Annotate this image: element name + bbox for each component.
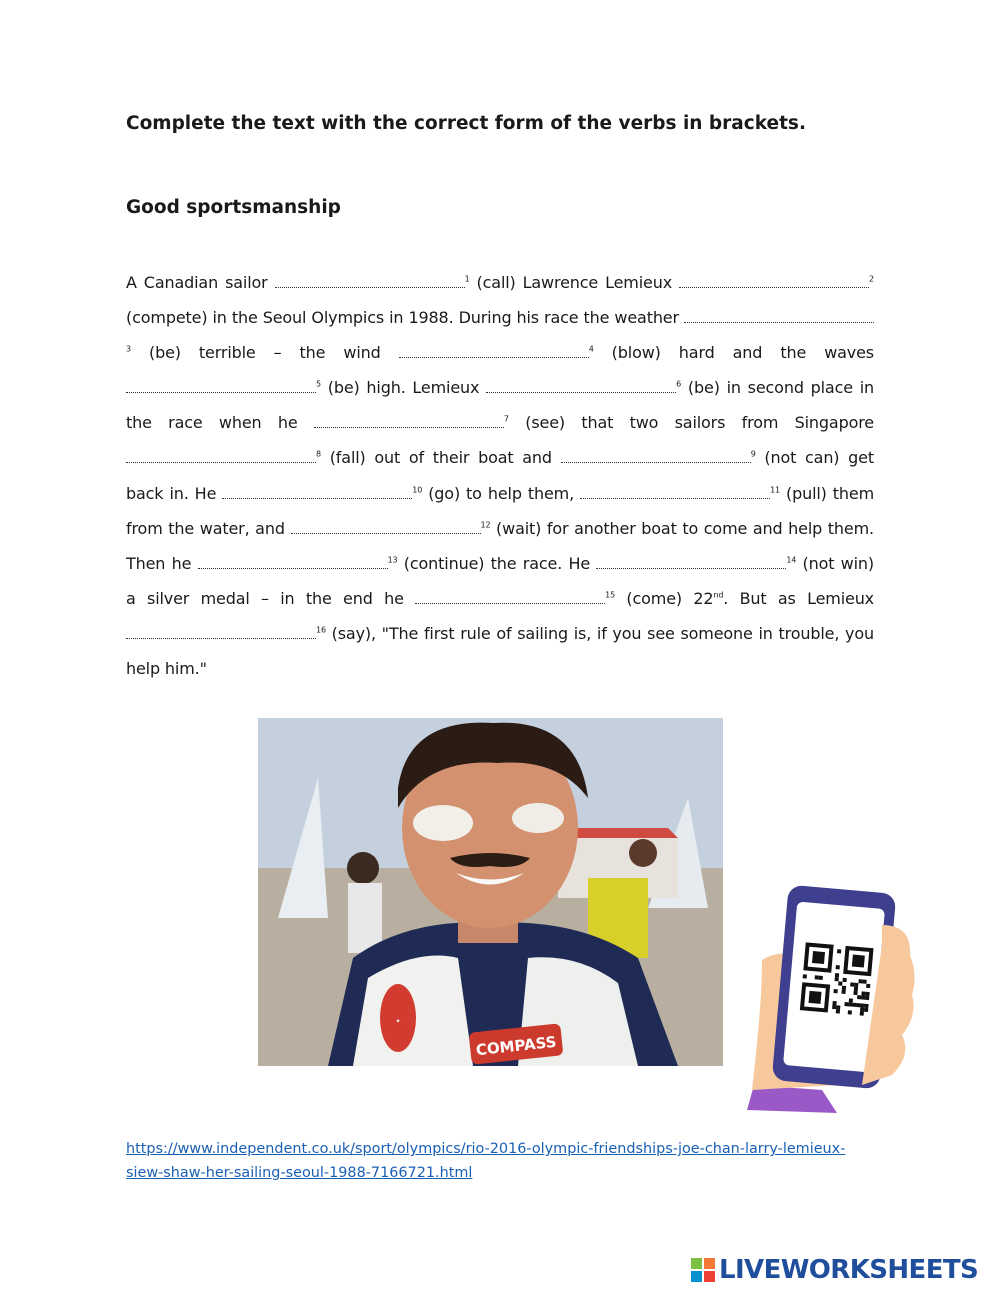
exercise-text: (say), "The first rule of sailing is, if you see someone in trouble, you help him.": [126, 623, 874, 679]
exercise-text: (call) Lawrence Lemieux: [469, 273, 680, 292]
exercise-text: (fall) out of their boat and: [320, 448, 561, 468]
answer-gap-5[interactable]: [126, 382, 316, 393]
exercise-text: (come) 22: [615, 588, 714, 608]
gap-number: 16: [316, 625, 326, 635]
answer-gap-10[interactable]: [222, 488, 412, 499]
answer-gap-15[interactable]: [415, 593, 605, 604]
exercise-text: (wait) for another boat to come and help them. Then he: [126, 518, 874, 573]
exercise-text: (be) in second place in the race when he: [126, 378, 874, 433]
gap-number: 11: [770, 485, 780, 495]
gap-number: 3: [126, 344, 131, 354]
exercise-text: (compete) in the Seoul Olympics in 1988. During his race the weather: [126, 308, 684, 328]
answer-gap-6[interactable]: [486, 382, 676, 393]
gap-number: 4: [588, 344, 594, 354]
gap-number: 10: [412, 485, 423, 495]
logo-icon: [691, 1258, 715, 1282]
gap-number: 5: [316, 379, 321, 389]
exercise-text: (pull) them from the water, and: [126, 483, 875, 538]
answer-gap-1[interactable]: [275, 277, 465, 288]
gap-number: 2: [869, 274, 874, 284]
exercise-text: (blow) hard and the waves: [593, 343, 874, 363]
exercise-paragraph: [126, 265, 874, 686]
answer-gap-3[interactable]: [684, 312, 874, 323]
sailor-photo: [258, 718, 723, 1066]
text-title: Good sportsmanship: [126, 197, 341, 218]
answer-gap-14[interactable]: [596, 558, 786, 569]
gap-number: 12: [480, 520, 491, 530]
vest-badge-text: COMPASS: [475, 1032, 558, 1060]
ordinal-suffix: nd: [713, 590, 724, 600]
exercise-text: . But as Lemieux: [723, 588, 875, 608]
exercise-text: (go) to help them,: [422, 483, 581, 503]
sailor-photo-illustration: [258, 718, 723, 1066]
phone-qr-illustration: [742, 885, 922, 1115]
svg-text:✦: ✦: [395, 1018, 401, 1025]
answer-gap-7[interactable]: [314, 417, 504, 428]
exercise-text: (continue) the race. He: [397, 553, 597, 573]
answer-gap-9[interactable]: [561, 452, 751, 463]
exercise-text: (not win) a silver medal – in the end he: [126, 553, 874, 608]
gap-number: 13: [387, 555, 398, 565]
answer-gap-13[interactable]: [198, 558, 388, 569]
gap-number: 9: [750, 450, 756, 460]
answer-gap-2[interactable]: [679, 277, 869, 288]
gap-number: 15: [605, 590, 616, 600]
answer-gap-16[interactable]: [126, 628, 316, 639]
source-link[interactable]: https://www.independent.co.uk/sport/olympics/rio-2016-olympic-friendships-joe-chan-larry-lemieux-siew-shaw-her-sailing-seoul-1988-7166721.html: [126, 1141, 846, 1181]
gap-number: 8: [316, 450, 321, 460]
gap-number: 14: [786, 555, 797, 565]
liveworksheets-logo: [691, 1254, 978, 1286]
logo-text: LIVEWORKSHEETS: [719, 1255, 979, 1285]
exercise-text: (not can) get back in. He: [126, 448, 874, 503]
exercise-text: A Canadian sailor: [126, 273, 275, 292]
exercise-text: (be) terrible – the wind: [130, 343, 399, 363]
answer-gap-4[interactable]: [399, 347, 589, 358]
gap-number: 7: [503, 415, 509, 425]
phone-qr-graphic: [742, 885, 922, 1115]
answer-gap-8[interactable]: [126, 452, 316, 463]
gap-number: 1: [464, 274, 470, 284]
exercise-text: (be) high. Lemieux: [320, 378, 487, 398]
answer-gap-11[interactable]: [580, 488, 770, 499]
exercise-text: (see) that two sailors from Singapore: [508, 413, 874, 433]
gap-number: 6: [676, 379, 682, 389]
instruction-heading: Complete the text with the correct form of the verbs in brackets.: [126, 113, 806, 134]
answer-gap-12[interactable]: [291, 523, 481, 534]
